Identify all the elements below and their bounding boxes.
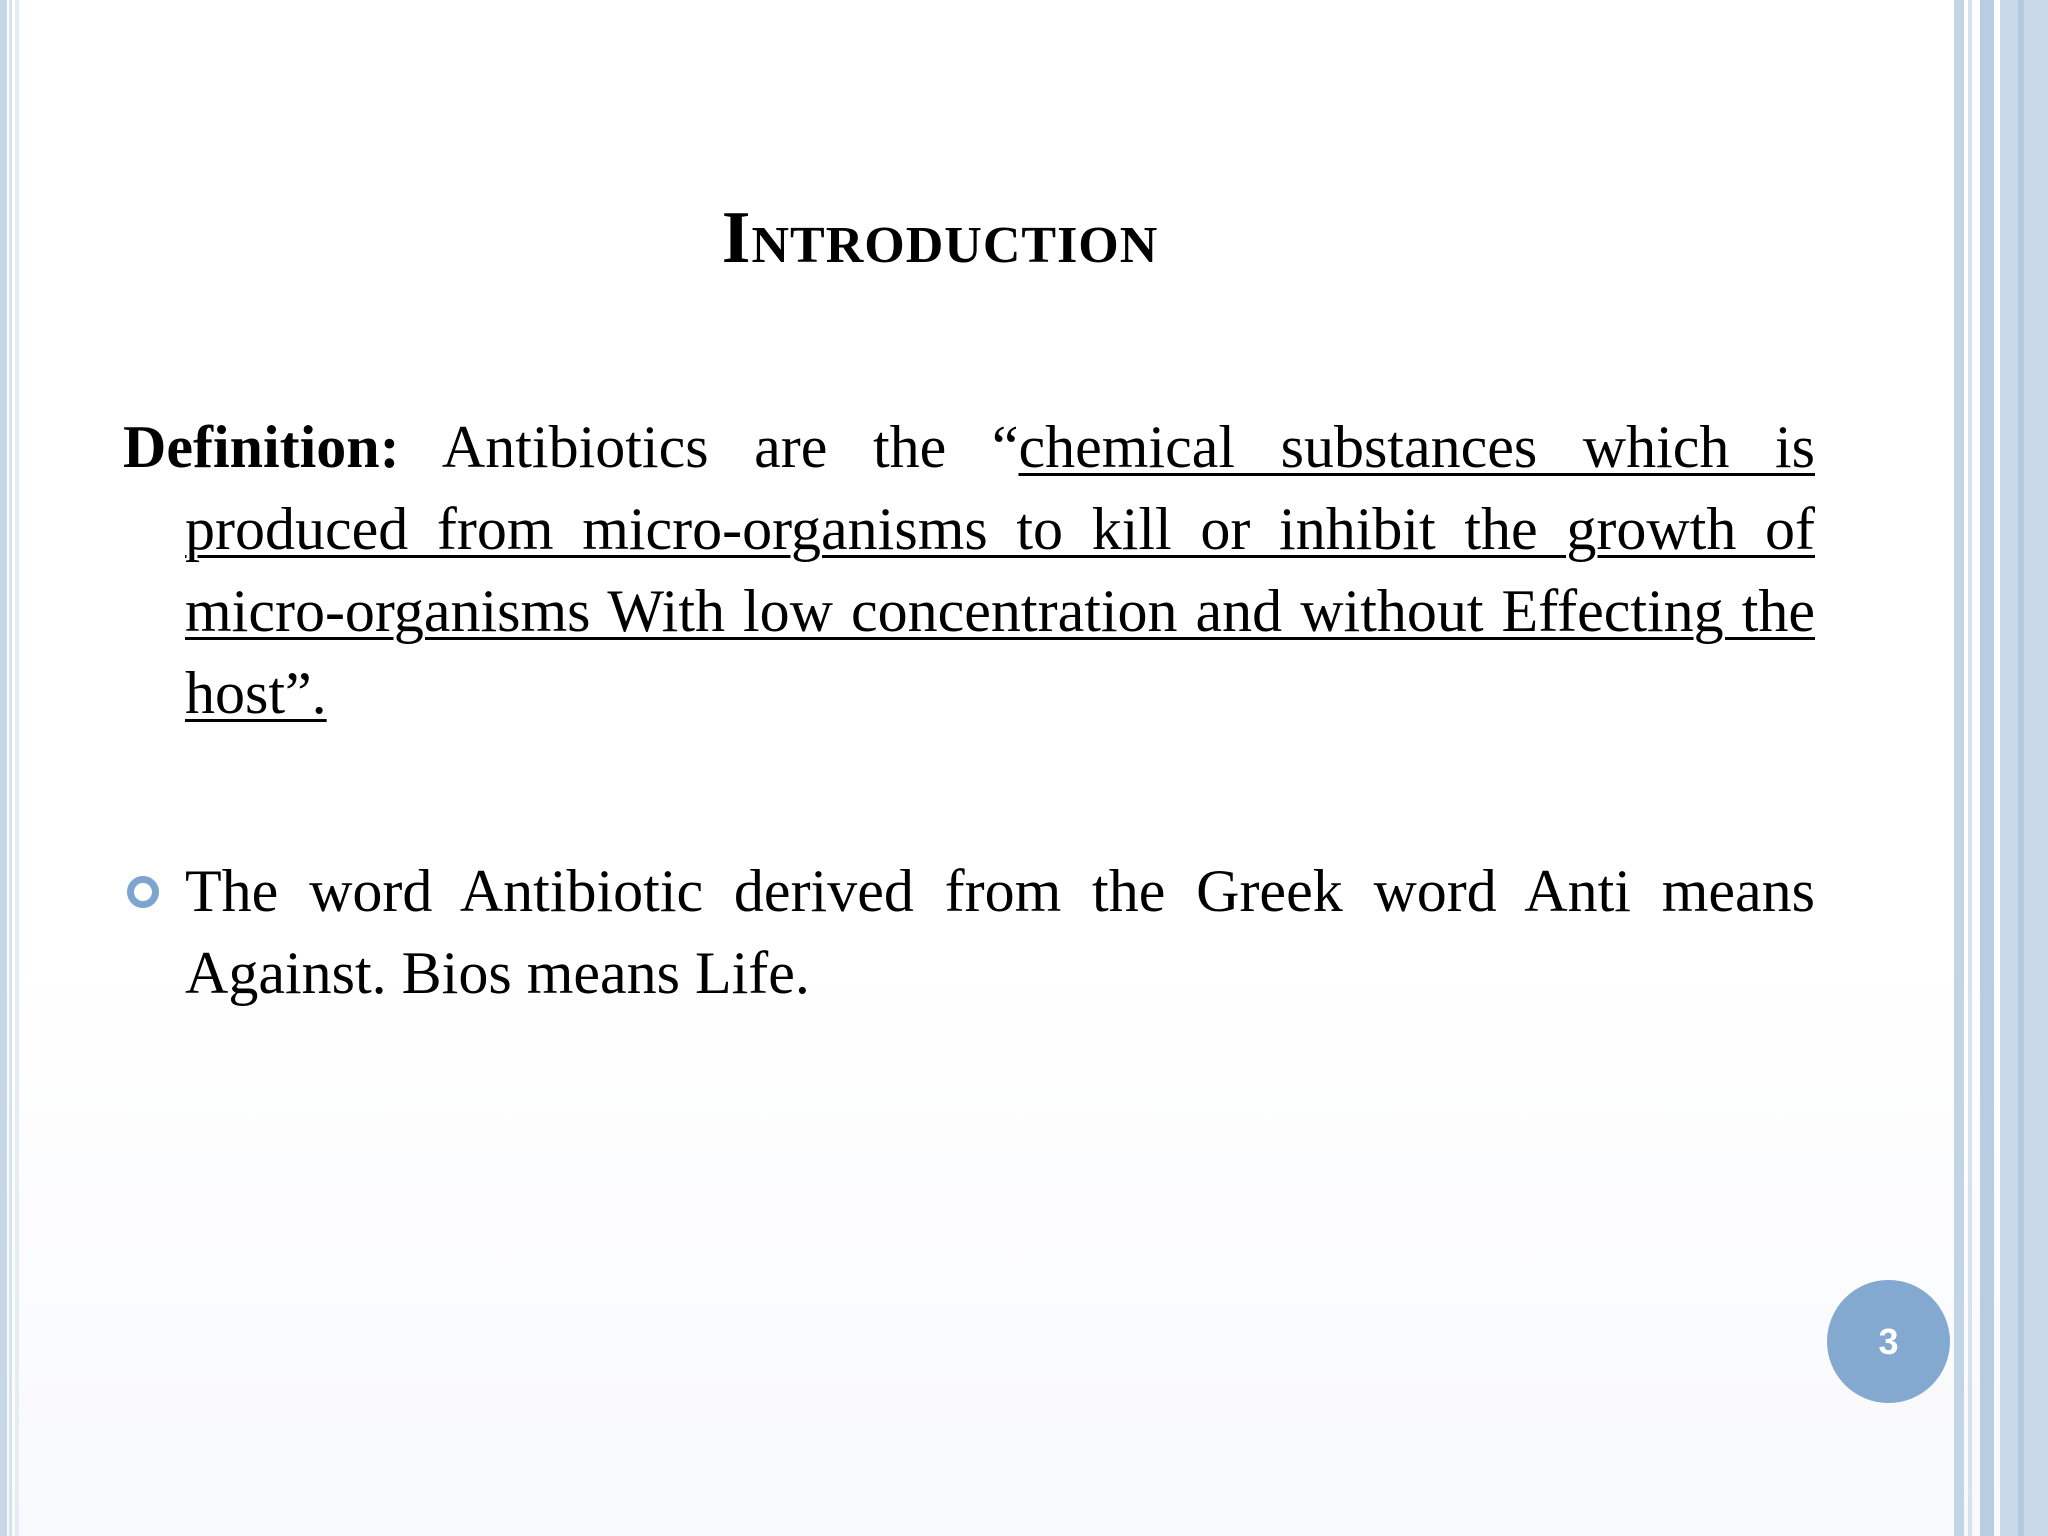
definition-intro: Antibiotics are the “ xyxy=(399,414,1019,480)
bullet-item: The word Antibiotic derived from the Greek word Anti means Against. Bios means Life. xyxy=(185,858,1815,1006)
definition-label: Definition: xyxy=(123,414,400,480)
right-decorative-bars xyxy=(1954,0,2048,1536)
page-number-badge: 3 xyxy=(1827,1280,1950,1403)
definition-paragraph xyxy=(123,406,1815,734)
slide-title: Introduction xyxy=(721,197,1159,279)
definition-quote: chemical substances which is produced from micro-organisms to kill or inhibit the growth of micro-organisms With low concentration and without Effecting the host”. xyxy=(185,414,1816,726)
